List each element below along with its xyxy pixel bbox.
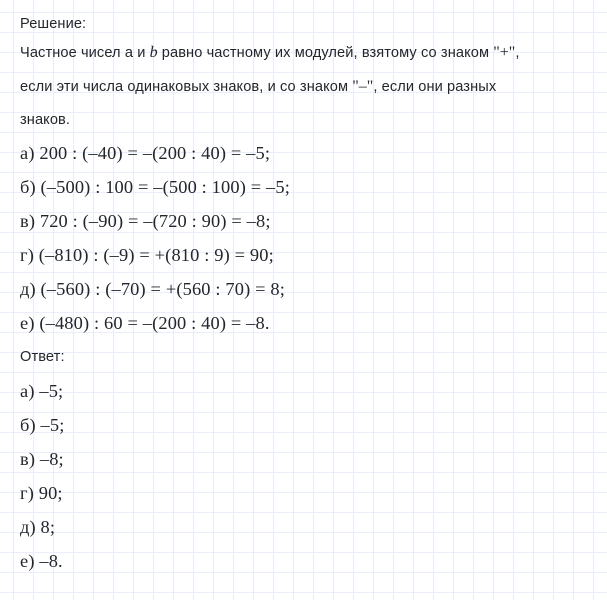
answer-item-d-label: д) — [20, 517, 36, 537]
answer-item-a — [20, 381, 63, 402]
solution-step-v-expression: 720 : (–90) = –(720 : 90) = –8; — [39, 211, 271, 231]
solution-step-b-label: б) — [20, 177, 36, 197]
answer-item-a-label: а) — [20, 381, 35, 401]
rule-line2-start: если эти числа одинаковых знаков, и со знаком — [20, 79, 353, 95]
answer-item-v-label: в) — [20, 449, 36, 469]
solution-heading: Решение: — [20, 16, 87, 32]
answer-item-a-value: –5; — [39, 381, 64, 401]
rule-line1-after-variable: равно частному их модулей, взятому со знаком — [157, 45, 494, 61]
rule-line1-end: , — [515, 45, 520, 61]
answer-item-e-label: е) — [20, 551, 35, 571]
answer-item-e-value: –8. — [39, 551, 63, 571]
answer-item-d-value: 8; — [40, 517, 56, 537]
answer-item-e — [20, 551, 63, 572]
rule-paragraph-line-3: знаков. — [20, 112, 71, 128]
solution-step-g-label: г) — [20, 245, 34, 265]
solution-step-v — [20, 211, 271, 232]
solution-step-g — [20, 245, 274, 266]
answer-item-b — [20, 415, 64, 436]
solution-step-a-label: а) — [20, 143, 35, 163]
answer-item-g-value: 90; — [38, 483, 63, 503]
solution-step-d-expression: (–560) : (–70) = +(560 : 70) = 8; — [40, 279, 285, 299]
rule-paragraph-line-1 — [20, 44, 520, 62]
solution-step-e-label: е) — [20, 313, 35, 333]
solution-step-d — [20, 279, 285, 300]
rule-line2-end: , если они разных — [373, 79, 497, 95]
solution-step-b-expression: (–500) : 100 = –(500 : 100) = –5; — [40, 177, 290, 197]
solution-step-e — [20, 313, 270, 334]
answer-item-b-label: б) — [20, 415, 36, 435]
solution-step-g-expression: (–810) : (–9) = +(810 : 9) = 90; — [38, 245, 274, 265]
answer-item-g — [20, 483, 63, 504]
solution-step-a — [20, 143, 270, 164]
answer-item-d — [20, 517, 55, 538]
solution-step-e-expression: (–480) : 60 = –(200 : 40) = –8. — [39, 313, 270, 333]
answer-heading: Ответ: — [20, 349, 65, 365]
answer-item-v — [20, 449, 64, 470]
answer-item-v-value: –8; — [39, 449, 64, 469]
minus-sign-quoted: "–" — [352, 78, 374, 95]
plus-sign-quoted: "+" — [493, 44, 516, 61]
solution-step-b — [20, 177, 290, 198]
variable-b: b — [149, 44, 158, 61]
solution-step-v-label: в) — [20, 211, 36, 231]
solution-step-d-label: д) — [20, 279, 36, 299]
solution-step-a-expression: 200 : (–40) = –(200 : 40) = –5; — [39, 143, 271, 163]
answer-item-g-label: г) — [20, 483, 34, 503]
answer-item-b-value: –5; — [40, 415, 65, 435]
rule-paragraph-line-2 — [20, 78, 496, 96]
rule-line1-before-variable: Частное чисел a и — [20, 45, 150, 61]
